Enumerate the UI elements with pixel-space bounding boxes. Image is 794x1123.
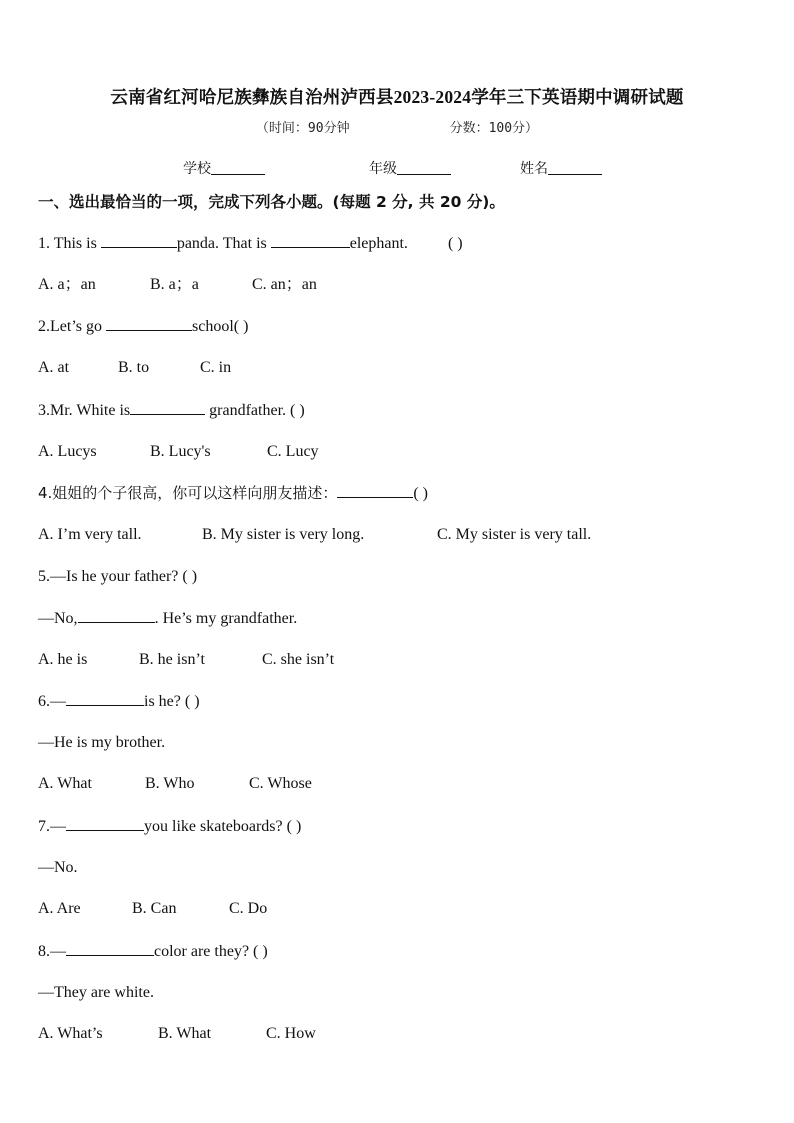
q5-text-c: . He’s my grandfather. bbox=[154, 610, 298, 627]
q1-option-b[interactable]: B. a；a bbox=[150, 276, 199, 293]
school-field[interactable] bbox=[183, 158, 265, 178]
q6-options bbox=[38, 774, 312, 794]
q4-options bbox=[38, 525, 591, 545]
question-8-reply bbox=[38, 983, 154, 1003]
q4-option-a[interactable]: A. I’m very tall. bbox=[38, 526, 142, 543]
q6-blank[interactable] bbox=[66, 691, 144, 706]
q7-blank[interactable] bbox=[66, 816, 144, 831]
question-1 bbox=[38, 233, 463, 254]
q8-text-b: color are they? ( ) bbox=[154, 943, 268, 960]
section-heading: 一、选出最恰当的一项，完成下列各小题。(每题 2 分, 共 20 分)。 bbox=[38, 193, 505, 211]
q1-answer-paren[interactable]: ( ) bbox=[447, 235, 463, 252]
q5-options bbox=[38, 650, 334, 670]
q7-option-b[interactable]: B. Can bbox=[132, 900, 177, 917]
q8-blank[interactable] bbox=[66, 941, 154, 956]
q6-option-b[interactable]: B. Who bbox=[145, 775, 195, 792]
grade-field[interactable] bbox=[369, 158, 451, 178]
q3-text-a: 3.Mr. White is bbox=[38, 402, 131, 419]
question-3 bbox=[38, 400, 305, 421]
q7-option-c[interactable]: C. Do bbox=[229, 900, 268, 917]
q8-options bbox=[38, 1024, 316, 1044]
q1-option-c[interactable]: C. an；an bbox=[252, 276, 317, 293]
q6-text-b: is he? ( ) bbox=[144, 693, 200, 710]
q8-option-a[interactable]: A. What’s bbox=[38, 1025, 103, 1042]
student-info-row bbox=[0, 158, 794, 180]
q4-text-b: ( ) bbox=[413, 485, 428, 502]
grade-label: 年级 bbox=[369, 161, 397, 177]
q8-text-a: 8.— bbox=[38, 943, 66, 960]
question-4 bbox=[38, 483, 428, 504]
q7-options bbox=[38, 899, 267, 919]
q5-option-c[interactable]: C. she isn’t bbox=[262, 651, 335, 668]
q2-text-b: school( ) bbox=[192, 318, 249, 335]
q7-text-c: —No. bbox=[38, 859, 78, 876]
q2-option-c[interactable]: C. in bbox=[200, 359, 232, 376]
q7-option-a[interactable]: A. Are bbox=[38, 900, 81, 917]
q8-text-c: —They are white. bbox=[38, 984, 154, 1001]
exam-score: 分数：100分） bbox=[449, 121, 539, 136]
q4-text-a: 4.姐姐的个子很高，你可以这样向朋友描述： bbox=[38, 484, 338, 502]
question-5-reply bbox=[38, 608, 297, 629]
q2-option-b[interactable]: B. to bbox=[118, 359, 150, 376]
q1-options bbox=[38, 275, 317, 295]
q3-options bbox=[38, 442, 319, 462]
exam-title: 云南省红河哈尼族彝族自治州泸西县2023-2024学年三下英语期中调研试题 bbox=[110, 87, 684, 107]
name-field[interactable] bbox=[520, 158, 602, 178]
q3-blank[interactable] bbox=[130, 400, 205, 415]
q4-blank[interactable] bbox=[337, 483, 413, 498]
name-blank[interactable] bbox=[548, 160, 602, 175]
school-label: 学校 bbox=[183, 161, 211, 177]
q8-option-b[interactable]: B. What bbox=[158, 1025, 212, 1042]
q1-blank-2[interactable] bbox=[271, 233, 350, 248]
q4-option-b[interactable]: B. My sister is very long. bbox=[202, 526, 365, 543]
q3-text-b: grandfather. ( ) bbox=[205, 402, 305, 419]
q5-blank[interactable] bbox=[78, 608, 155, 623]
school-blank[interactable] bbox=[211, 160, 265, 175]
q5-text-b: —No, bbox=[38, 610, 78, 627]
q2-option-a[interactable]: A. at bbox=[38, 359, 70, 376]
q2-text-a: 2.Let’s go bbox=[38, 318, 106, 335]
q5-option-b[interactable]: B. he isn’t bbox=[139, 651, 205, 668]
q6-option-c[interactable]: C. Whose bbox=[249, 775, 312, 792]
question-6-reply bbox=[38, 733, 165, 753]
exam-subtitle bbox=[0, 117, 794, 136]
name-label: 姓名 bbox=[520, 161, 548, 177]
q2-blank[interactable] bbox=[106, 316, 192, 331]
q7-text-b: you like skateboards? ( ) bbox=[144, 818, 302, 835]
question-2 bbox=[38, 316, 248, 337]
question-5 bbox=[38, 567, 197, 587]
q8-option-c[interactable]: C. How bbox=[266, 1025, 316, 1042]
q5-option-a[interactable]: A. he is bbox=[38, 651, 88, 668]
exam-time: （时间：90分钟 bbox=[255, 121, 350, 136]
q1-text-a: 1. This is bbox=[38, 235, 101, 252]
q4-option-c[interactable]: C. My sister is very tall. bbox=[437, 526, 592, 543]
question-7-reply bbox=[38, 858, 78, 878]
q6-text-c: —He is my brother. bbox=[38, 734, 166, 751]
grade-blank[interactable] bbox=[397, 160, 451, 175]
question-7 bbox=[38, 816, 301, 837]
question-8 bbox=[38, 941, 268, 962]
q1-blank-1[interactable] bbox=[101, 233, 177, 248]
q7-text-a: 7.— bbox=[38, 818, 66, 835]
question-6 bbox=[38, 691, 200, 712]
q6-option-a[interactable]: A. What bbox=[38, 775, 92, 792]
q3-option-a[interactable]: A. Lucys bbox=[38, 443, 97, 460]
q5-text-a: 5.—Is he your father? ( ) bbox=[38, 568, 198, 585]
q3-option-c[interactable]: C. Lucy bbox=[267, 443, 319, 460]
q1-text-b: panda. That is bbox=[176, 235, 271, 252]
q1-text-c: elephant. bbox=[349, 235, 408, 252]
q3-option-b[interactable]: B. Lucy's bbox=[150, 443, 211, 460]
q1-option-a[interactable]: A. a；an bbox=[38, 276, 96, 293]
q6-text-a: 6.— bbox=[38, 693, 66, 710]
q2-options bbox=[38, 358, 231, 378]
